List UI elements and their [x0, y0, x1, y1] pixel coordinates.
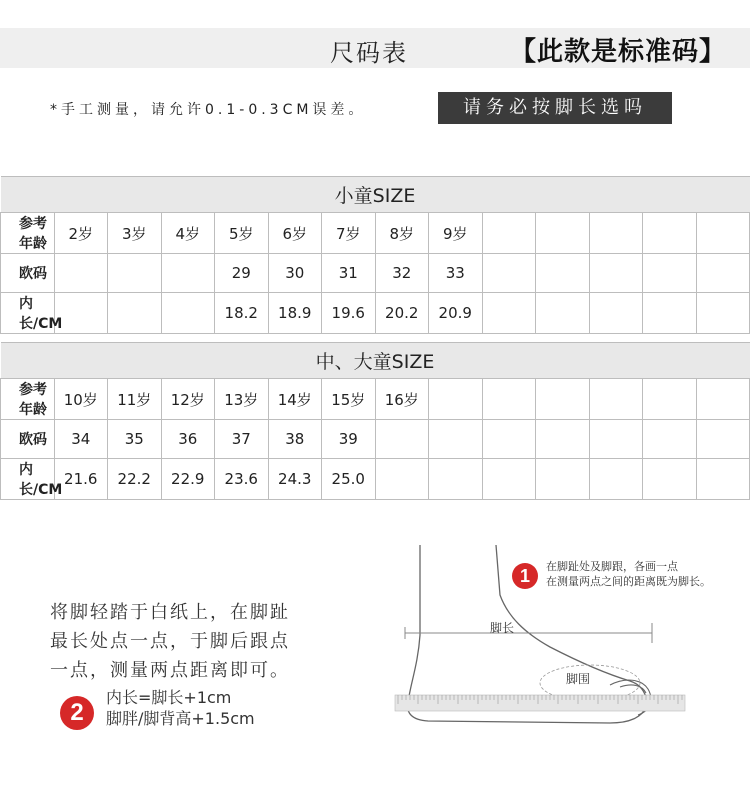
table-cell [482, 420, 536, 459]
table-cell [589, 213, 643, 254]
table-cell: 36 [161, 420, 215, 459]
table-cell [589, 254, 643, 293]
table-cell: 34 [54, 420, 108, 459]
table-cell [482, 379, 536, 420]
table-cell [589, 420, 643, 459]
ruler [395, 695, 685, 711]
table-cell [108, 254, 162, 293]
table-cell [696, 459, 750, 500]
table-cell: 4岁 [161, 213, 215, 254]
table-cell [161, 293, 215, 334]
table-cell: 6岁 [268, 213, 322, 254]
instruction-line: 最长处点一点，于脚后跟点 [50, 631, 290, 652]
table-cell: 37 [215, 420, 269, 459]
table-cell: 3岁 [108, 213, 162, 254]
table-cell: 2岁 [54, 213, 108, 254]
table-row [1, 254, 750, 293]
table-cell [696, 379, 750, 420]
table-cell [429, 459, 483, 500]
rule-wide-foot: 脚胖/脚背高+1.5cm [106, 709, 255, 728]
table-cell: 20.9 [429, 293, 483, 334]
table-cell [536, 213, 590, 254]
table-cell [536, 254, 590, 293]
row-label: 内长/CM [1, 293, 55, 334]
table-cell [643, 420, 697, 459]
table-cell [643, 379, 697, 420]
table-cell [536, 420, 590, 459]
table-cell [482, 459, 536, 500]
instruction-line: 一点，测量两点距离即可。 [50, 660, 290, 681]
table-cell [696, 213, 750, 254]
step-one-badge: 1 [512, 563, 538, 589]
table-cell: 39 [322, 420, 376, 459]
measurement-notice: *手工测量，请允许0.1-0.3CM误差。 [50, 102, 367, 118]
instruction-line: 将脚轻踏于白纸上，在脚趾 [50, 602, 290, 623]
row-label: 内长/CM [1, 459, 55, 500]
table-cell [696, 420, 750, 459]
section-title: 小童SIZE [1, 177, 750, 213]
row-label: 欧码 [1, 420, 55, 459]
table-cell [536, 379, 590, 420]
page-title: 尺码表 [330, 39, 408, 67]
table-cell [375, 420, 429, 459]
table-cell [482, 254, 536, 293]
section-title: 中、大童SIZE [1, 343, 750, 379]
table-cell [482, 213, 536, 254]
table-cell: 5岁 [215, 213, 269, 254]
table-cell: 35 [108, 420, 162, 459]
foot-length-label: 脚长 [490, 621, 515, 635]
table-cell: 22.2 [108, 459, 162, 500]
table-cell: 14岁 [268, 379, 322, 420]
table-cell: 16岁 [375, 379, 429, 420]
table-cell: 25.0 [322, 459, 376, 500]
table-cell: 38 [268, 420, 322, 459]
table-cell: 12岁 [161, 379, 215, 420]
table-cell [375, 459, 429, 500]
table-cell: 18.9 [268, 293, 322, 334]
small-kids-size-table [0, 176, 750, 334]
table-cell [589, 379, 643, 420]
table-row [1, 379, 750, 420]
large-kids-size-table [0, 342, 750, 500]
size-rules [106, 687, 255, 729]
table-cell: 19.6 [322, 293, 376, 334]
table-row [1, 293, 750, 334]
table-row [1, 459, 750, 500]
table-cell: 15岁 [322, 379, 376, 420]
table-cell [536, 293, 590, 334]
step-one-note [546, 559, 711, 589]
foot-length-badge: 请务必按脚长选吗 [438, 92, 672, 124]
table-row [1, 213, 750, 254]
table-cell: 11岁 [108, 379, 162, 420]
table-cell [643, 459, 697, 500]
rule-inner-length: 内长=脚长+1cm [106, 688, 232, 707]
table-cell: 24.3 [268, 459, 322, 500]
table-cell: 13岁 [215, 379, 269, 420]
table-cell [696, 254, 750, 293]
table-cell: 7岁 [322, 213, 376, 254]
table-cell [429, 420, 483, 459]
standard-size-tag: 【此款是标准码】 [510, 37, 727, 67]
table-cell [643, 254, 697, 293]
table-cell: 21.6 [54, 459, 108, 500]
table-cell: 33 [429, 254, 483, 293]
table-cell: 23.6 [215, 459, 269, 500]
table-cell [696, 293, 750, 334]
row-label: 参考年龄 [1, 379, 55, 420]
table-cell: 29 [215, 254, 269, 293]
table-cell [54, 254, 108, 293]
table-cell: 9岁 [429, 213, 483, 254]
table-cell: 30 [268, 254, 322, 293]
table-cell [589, 293, 643, 334]
table-cell [589, 459, 643, 500]
table-cell: 8岁 [375, 213, 429, 254]
foot-girth-label: 脚围 [566, 672, 591, 686]
table-cell [536, 459, 590, 500]
row-label: 欧码 [1, 254, 55, 293]
measure-instructions [50, 598, 290, 685]
step-two-badge: 2 [60, 696, 94, 730]
row-label: 参考年龄 [1, 213, 55, 254]
table-cell [643, 293, 697, 334]
table-cell [108, 293, 162, 334]
table-cell [161, 254, 215, 293]
table-row [1, 420, 750, 459]
table-cell: 22.9 [161, 459, 215, 500]
table-cell: 10岁 [54, 379, 108, 420]
table-cell: 32 [375, 254, 429, 293]
step-one-note-line: 在测量两点之间的距离既为脚长。 [546, 575, 711, 588]
table-cell [643, 213, 697, 254]
table-cell [429, 379, 483, 420]
table-cell: 20.2 [375, 293, 429, 334]
table-cell [482, 293, 536, 334]
table-cell: 18.2 [215, 293, 269, 334]
table-cell: 31 [322, 254, 376, 293]
step-one-note-line: 在脚趾处及脚跟，各画一点 [546, 560, 678, 573]
